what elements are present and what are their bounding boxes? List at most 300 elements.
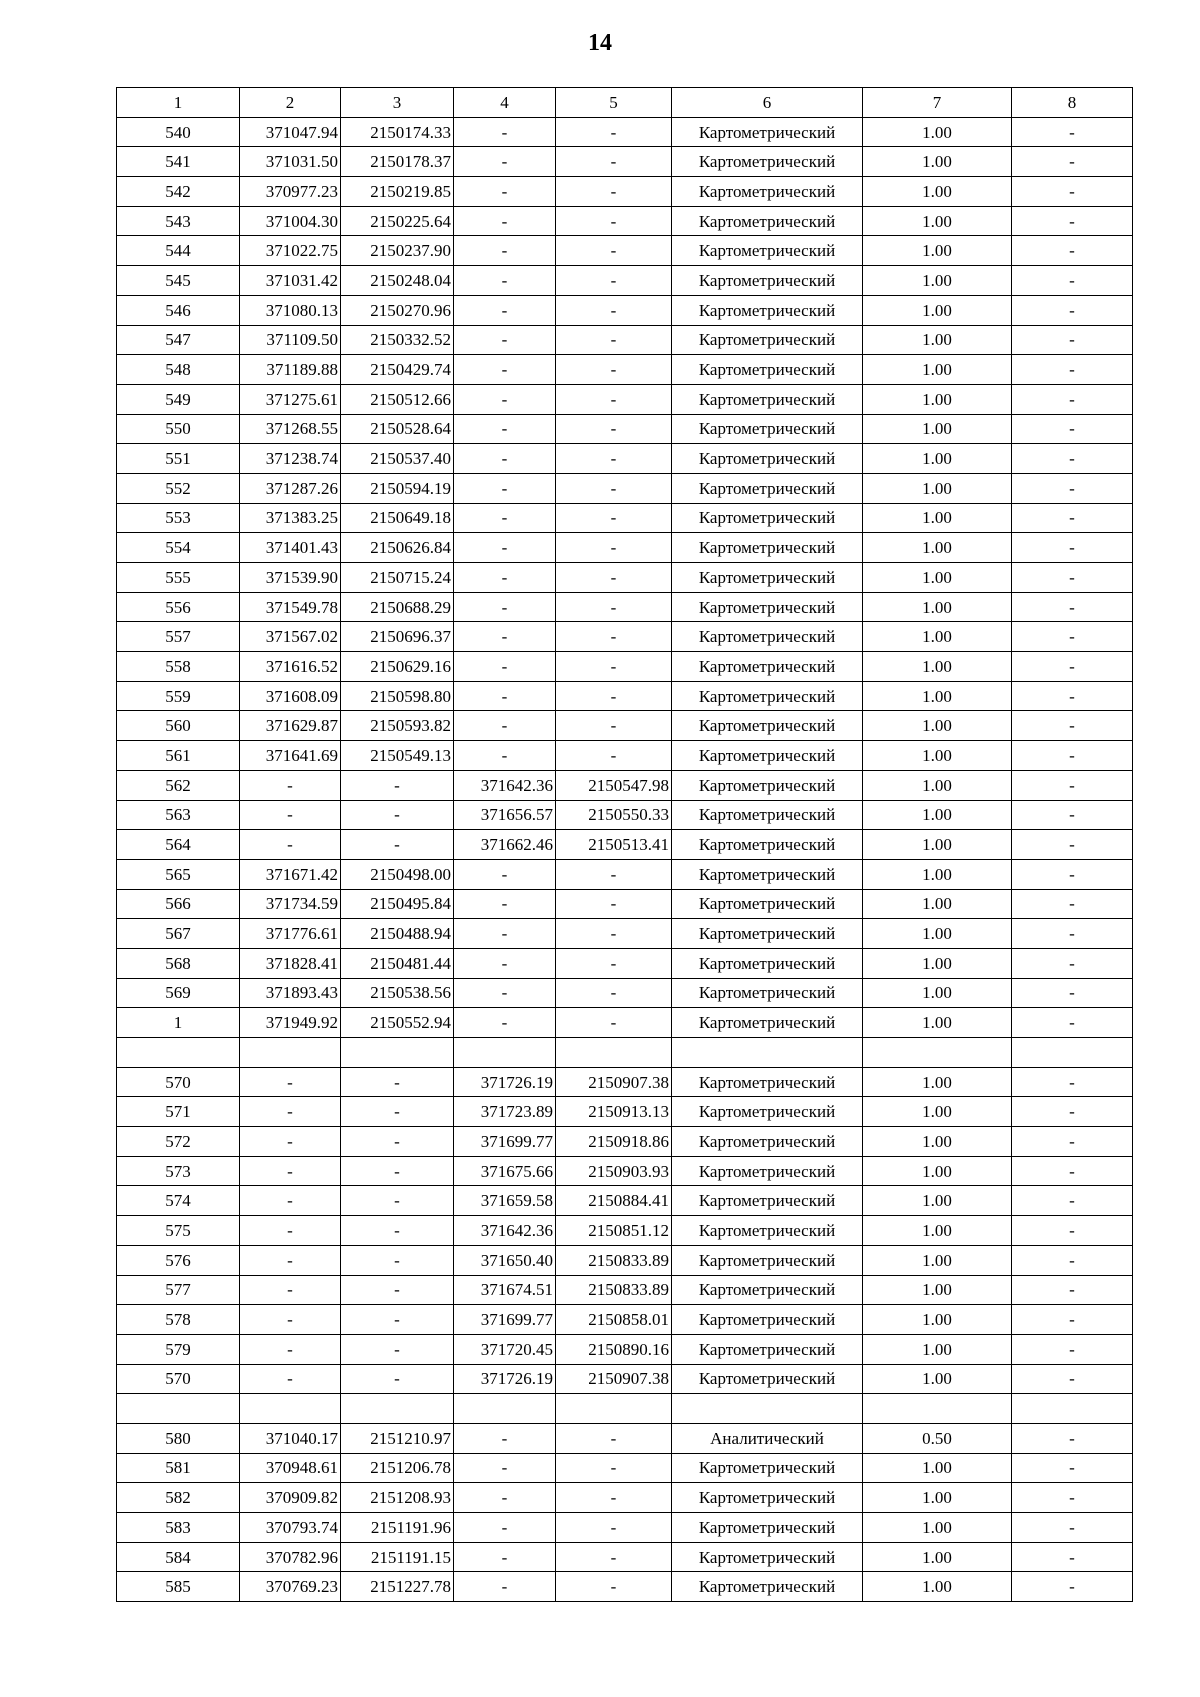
x-coord-cell: - <box>240 1156 341 1186</box>
method-cell: Картометрический <box>672 1483 863 1513</box>
x-alt-coord-cell: - <box>454 622 556 652</box>
accuracy-cell: 1.00 <box>863 1453 1012 1483</box>
x-alt-coord-cell: - <box>454 266 556 296</box>
x-coord-cell: 371734.59 <box>240 889 341 919</box>
x-coord-cell: 371641.69 <box>240 741 341 771</box>
y-coord-cell: 2151210.97 <box>341 1423 454 1453</box>
accuracy-cell: 1.00 <box>863 444 1012 474</box>
y-alt-coord-cell: 2150918.86 <box>556 1127 672 1157</box>
accuracy-cell: 1.00 <box>863 622 1012 652</box>
column-header: 5 <box>556 88 672 118</box>
note-cell: - <box>1012 1245 1133 1275</box>
x-alt-coord-cell: 371642.36 <box>454 770 556 800</box>
accuracy-cell: 1.00 <box>863 1275 1012 1305</box>
method-cell: Картометрический <box>672 1156 863 1186</box>
table-row <box>117 325 1133 355</box>
x-coord-cell: 371949.92 <box>240 1008 341 1038</box>
y-coord-cell: 2150688.29 <box>341 592 454 622</box>
method-cell: Картометрический <box>672 533 863 563</box>
table-row <box>117 206 1133 236</box>
table-row <box>117 1067 1133 1097</box>
x-alt-coord-cell: - <box>454 236 556 266</box>
y-coord-cell: - <box>341 1186 454 1216</box>
note-cell: - <box>1012 652 1133 682</box>
y-alt-coord-cell: - <box>556 859 672 889</box>
x-alt-coord-cell: - <box>454 1572 556 1602</box>
table-row <box>117 919 1133 949</box>
accuracy-cell: 1.00 <box>863 1127 1012 1157</box>
note-cell: - <box>1012 325 1133 355</box>
note-cell: - <box>1012 978 1133 1008</box>
table-row <box>117 830 1133 860</box>
point-number-cell: 545 <box>117 266 240 296</box>
x-alt-coord-cell: - <box>454 117 556 147</box>
coordinates-table <box>116 87 1133 1602</box>
y-coord-cell: - <box>341 1097 454 1127</box>
table-row <box>117 1216 1133 1246</box>
x-alt-coord-cell: - <box>454 147 556 177</box>
x-coord-cell: 371629.87 <box>240 711 341 741</box>
y-alt-coord-cell: - <box>556 978 672 1008</box>
y-alt-coord-cell: - <box>556 503 672 533</box>
point-number-cell: 560 <box>117 711 240 741</box>
accuracy-cell: 1.00 <box>863 384 1012 414</box>
x-coord-cell: 371383.25 <box>240 503 341 533</box>
method-cell: Картометрический <box>672 948 863 978</box>
column-header: 1 <box>117 88 240 118</box>
y-coord-cell: 2151206.78 <box>341 1453 454 1483</box>
x-alt-coord-cell: - <box>454 1008 556 1038</box>
y-alt-coord-cell <box>556 1038 672 1068</box>
method-cell <box>672 1038 863 1068</box>
point-number-cell: 579 <box>117 1334 240 1364</box>
note-cell: - <box>1012 206 1133 236</box>
x-alt-coord-cell: 371642.36 <box>454 1216 556 1246</box>
y-alt-coord-cell: 2150550.33 <box>556 800 672 830</box>
y-alt-coord-cell: - <box>556 444 672 474</box>
y-coord-cell: 2150552.94 <box>341 1008 454 1038</box>
x-alt-coord-cell: - <box>454 978 556 1008</box>
y-alt-coord-cell: 2150851.12 <box>556 1216 672 1246</box>
y-coord-cell: 2150649.18 <box>341 503 454 533</box>
point-number-cell: 565 <box>117 859 240 889</box>
accuracy-cell: 1.00 <box>863 1572 1012 1602</box>
table-row <box>117 266 1133 296</box>
accuracy-cell: 1.00 <box>863 1067 1012 1097</box>
method-cell: Картометрический <box>672 444 863 474</box>
y-coord-cell: - <box>341 1245 454 1275</box>
x-alt-coord-cell: 371726.19 <box>454 1067 556 1097</box>
point-number-cell: 540 <box>117 117 240 147</box>
y-alt-coord-cell <box>556 1394 672 1424</box>
table-row <box>117 1453 1133 1483</box>
accuracy-cell: 1.00 <box>863 1305 1012 1335</box>
x-alt-coord-cell: - <box>454 711 556 741</box>
column-header: 4 <box>454 88 556 118</box>
y-coord-cell: - <box>341 800 454 830</box>
note-cell: - <box>1012 770 1133 800</box>
y-alt-coord-cell: - <box>556 1483 672 1513</box>
point-number-cell: 546 <box>117 295 240 325</box>
x-coord-cell: 371549.78 <box>240 592 341 622</box>
point-number-cell: 548 <box>117 355 240 385</box>
y-alt-coord-cell: - <box>556 1453 672 1483</box>
method-cell: Картометрический <box>672 355 863 385</box>
table-row <box>117 1364 1133 1394</box>
y-coord-cell: 2151191.15 <box>341 1542 454 1572</box>
x-coord-cell: 371109.50 <box>240 325 341 355</box>
accuracy-cell: 1.00 <box>863 978 1012 1008</box>
x-alt-coord-cell: - <box>454 1513 556 1543</box>
x-coord-cell: 371238.74 <box>240 444 341 474</box>
y-coord-cell: 2150594.19 <box>341 473 454 503</box>
point-number-cell: 557 <box>117 622 240 652</box>
x-alt-coord-cell: 371656.57 <box>454 800 556 830</box>
table-row <box>117 948 1133 978</box>
table-row <box>117 770 1133 800</box>
y-alt-coord-cell: - <box>556 652 672 682</box>
y-coord-cell: 2150270.96 <box>341 295 454 325</box>
y-coord-cell: 2150481.44 <box>341 948 454 978</box>
accuracy-cell: 1.00 <box>863 1334 1012 1364</box>
x-coord-cell: - <box>240 1245 341 1275</box>
table-row <box>117 622 1133 652</box>
x-coord-cell: 371031.50 <box>240 147 341 177</box>
point-number-cell: 550 <box>117 414 240 444</box>
y-alt-coord-cell: - <box>556 622 672 652</box>
accuracy-cell: 1.00 <box>863 592 1012 622</box>
x-alt-coord-cell: - <box>454 206 556 236</box>
y-coord-cell: 2150498.00 <box>341 859 454 889</box>
method-cell: Картометрический <box>672 236 863 266</box>
y-alt-coord-cell: - <box>556 741 672 771</box>
method-cell: Картометрический <box>672 1275 863 1305</box>
x-alt-coord-cell: - <box>454 1542 556 1572</box>
y-alt-coord-cell: 2150890.16 <box>556 1334 672 1364</box>
method-cell: Картометрический <box>672 1216 863 1246</box>
table-row <box>117 1542 1133 1572</box>
accuracy-cell: 1.00 <box>863 1008 1012 1038</box>
point-number-cell: 544 <box>117 236 240 266</box>
accuracy-cell: 1.00 <box>863 830 1012 860</box>
x-alt-coord-cell: - <box>454 919 556 949</box>
point-number-cell: 575 <box>117 1216 240 1246</box>
table-row <box>117 533 1133 563</box>
x-alt-coord-cell: - <box>454 414 556 444</box>
x-coord-cell: - <box>240 1186 341 1216</box>
x-coord-cell: 370948.61 <box>240 1453 341 1483</box>
y-coord-cell: 2150538.56 <box>341 978 454 1008</box>
method-cell: Картометрический <box>672 1364 863 1394</box>
table-row <box>117 859 1133 889</box>
x-coord-cell: - <box>240 1097 341 1127</box>
x-coord-cell: 371671.42 <box>240 859 341 889</box>
table-row <box>117 592 1133 622</box>
table-row <box>117 147 1133 177</box>
point-number-cell: 576 <box>117 1245 240 1275</box>
table-row <box>117 236 1133 266</box>
method-cell: Аналитический <box>672 1423 863 1453</box>
y-alt-coord-cell: - <box>556 1572 672 1602</box>
table-row <box>117 117 1133 147</box>
x-coord-cell: - <box>240 1216 341 1246</box>
point-number-cell: 570 <box>117 1364 240 1394</box>
note-cell: - <box>1012 147 1133 177</box>
y-coord-cell: 2150219.85 <box>341 177 454 207</box>
point-number-cell: 581 <box>117 1453 240 1483</box>
x-alt-coord-cell: - <box>454 473 556 503</box>
x-alt-coord-cell: 371659.58 <box>454 1186 556 1216</box>
note-cell: - <box>1012 177 1133 207</box>
note-cell: - <box>1012 711 1133 741</box>
y-alt-coord-cell: - <box>556 177 672 207</box>
x-alt-coord-cell: 371675.66 <box>454 1156 556 1186</box>
table-row <box>117 652 1133 682</box>
note-cell: - <box>1012 1305 1133 1335</box>
x-coord-cell: 371608.09 <box>240 681 341 711</box>
y-alt-coord-cell: - <box>556 147 672 177</box>
accuracy-cell: 1.00 <box>863 741 1012 771</box>
method-cell: Картометрический <box>672 1127 863 1157</box>
table-row <box>117 1156 1133 1186</box>
accuracy-cell: 1.00 <box>863 1216 1012 1246</box>
point-number-cell: 542 <box>117 177 240 207</box>
y-coord-cell: 2150598.80 <box>341 681 454 711</box>
table-row <box>117 355 1133 385</box>
table-row <box>117 414 1133 444</box>
y-coord-cell: 2150178.37 <box>341 147 454 177</box>
x-coord-cell: - <box>240 770 341 800</box>
x-alt-coord-cell: - <box>454 1483 556 1513</box>
y-alt-coord-cell: - <box>556 266 672 296</box>
method-cell: Картометрический <box>672 147 863 177</box>
x-alt-coord-cell: 371726.19 <box>454 1364 556 1394</box>
y-alt-coord-cell: 2150833.89 <box>556 1245 672 1275</box>
accuracy-cell: 1.00 <box>863 1245 1012 1275</box>
method-cell: Картометрический <box>672 652 863 682</box>
x-coord-cell: 370769.23 <box>240 1572 341 1602</box>
method-cell: Картометрический <box>672 325 863 355</box>
point-number-cell: 555 <box>117 563 240 593</box>
table-row <box>117 1572 1133 1602</box>
column-header: 3 <box>341 88 454 118</box>
x-alt-coord-cell: - <box>454 741 556 771</box>
note-cell: - <box>1012 1008 1133 1038</box>
x-alt-coord-cell <box>454 1038 556 1068</box>
y-alt-coord-cell: - <box>556 681 672 711</box>
method-cell: Картометрический <box>672 1513 863 1543</box>
x-coord-cell: 371401.43 <box>240 533 341 563</box>
y-coord-cell: 2150528.64 <box>341 414 454 444</box>
table-row <box>117 889 1133 919</box>
point-number-cell: 547 <box>117 325 240 355</box>
y-alt-coord-cell: 2150913.13 <box>556 1097 672 1127</box>
note-cell: - <box>1012 741 1133 771</box>
x-alt-coord-cell: - <box>454 177 556 207</box>
table-row <box>117 1334 1133 1364</box>
x-alt-coord-cell: - <box>454 503 556 533</box>
table-row <box>117 800 1133 830</box>
table-row <box>117 177 1133 207</box>
table-row <box>117 978 1133 1008</box>
x-coord-cell: - <box>240 800 341 830</box>
y-coord-cell: - <box>341 1216 454 1246</box>
y-coord-cell: 2150237.90 <box>341 236 454 266</box>
y-coord-cell: 2150537.40 <box>341 444 454 474</box>
accuracy-cell: 1.00 <box>863 355 1012 385</box>
x-alt-coord-cell: - <box>454 563 556 593</box>
note-cell <box>1012 1394 1133 1424</box>
x-coord-cell <box>240 1394 341 1424</box>
y-coord-cell: 2150248.04 <box>341 266 454 296</box>
accuracy-cell: 1.00 <box>863 859 1012 889</box>
point-number-cell: 573 <box>117 1156 240 1186</box>
y-alt-coord-cell: - <box>556 1008 672 1038</box>
x-alt-coord-cell: 371699.77 <box>454 1127 556 1157</box>
x-alt-coord-cell: - <box>454 889 556 919</box>
y-coord-cell: 2151227.78 <box>341 1572 454 1602</box>
note-cell: - <box>1012 1156 1133 1186</box>
y-coord-cell: 2150715.24 <box>341 563 454 593</box>
method-cell: Картометрический <box>672 741 863 771</box>
table-row <box>117 741 1133 771</box>
y-coord-cell: - <box>341 1275 454 1305</box>
x-alt-coord-cell: 371674.51 <box>454 1275 556 1305</box>
y-alt-coord-cell: - <box>556 1513 672 1543</box>
point-number-cell: 1 <box>117 1008 240 1038</box>
note-cell: - <box>1012 1483 1133 1513</box>
x-coord-cell: - <box>240 830 341 860</box>
y-alt-coord-cell: 2150513.41 <box>556 830 672 860</box>
method-cell: Картометрический <box>672 563 863 593</box>
method-cell: Картометрический <box>672 1186 863 1216</box>
y-alt-coord-cell: - <box>556 473 672 503</box>
column-header: 8 <box>1012 88 1133 118</box>
note-cell: - <box>1012 800 1133 830</box>
x-coord-cell: 371776.61 <box>240 919 341 949</box>
note-cell: - <box>1012 1186 1133 1216</box>
accuracy-cell: 1.00 <box>863 473 1012 503</box>
y-alt-coord-cell: - <box>556 1542 672 1572</box>
table-row <box>117 1513 1133 1543</box>
accuracy-cell: 1.00 <box>863 295 1012 325</box>
x-coord-cell: - <box>240 1334 341 1364</box>
y-alt-coord-cell: - <box>556 711 672 741</box>
note-cell: - <box>1012 1513 1133 1543</box>
accuracy-cell: 1.00 <box>863 711 1012 741</box>
accuracy-cell: 1.00 <box>863 681 1012 711</box>
y-coord-cell: 2150495.84 <box>341 889 454 919</box>
note-cell: - <box>1012 1572 1133 1602</box>
point-number-cell: 554 <box>117 533 240 563</box>
note-cell: - <box>1012 889 1133 919</box>
table-header-row <box>117 88 1133 118</box>
method-cell: Картометрический <box>672 622 863 652</box>
note-cell: - <box>1012 295 1133 325</box>
point-number-cell: 541 <box>117 147 240 177</box>
table-row <box>117 1483 1133 1513</box>
note-cell: - <box>1012 1542 1133 1572</box>
x-alt-coord-cell <box>454 1394 556 1424</box>
page-number: 14 <box>588 30 612 56</box>
y-alt-coord-cell: 2150903.93 <box>556 1156 672 1186</box>
x-coord-cell: - <box>240 1275 341 1305</box>
x-coord-cell: 371080.13 <box>240 295 341 325</box>
y-alt-coord-cell: - <box>556 948 672 978</box>
table-row <box>117 1275 1133 1305</box>
y-alt-coord-cell: - <box>556 563 672 593</box>
y-coord-cell: 2150332.52 <box>341 325 454 355</box>
method-cell: Картометрический <box>672 1067 863 1097</box>
table-row <box>117 503 1133 533</box>
y-coord-cell: 2150593.82 <box>341 711 454 741</box>
accuracy-cell: 1.00 <box>863 325 1012 355</box>
x-coord-cell: - <box>240 1067 341 1097</box>
x-coord-cell: 371616.52 <box>240 652 341 682</box>
point-number-cell: 562 <box>117 770 240 800</box>
table-row <box>117 1186 1133 1216</box>
x-alt-coord-cell: - <box>454 1423 556 1453</box>
x-coord-cell: 371828.41 <box>240 948 341 978</box>
x-alt-coord-cell: 371662.46 <box>454 830 556 860</box>
point-number-cell: 572 <box>117 1127 240 1157</box>
point-number-cell: 574 <box>117 1186 240 1216</box>
point-number-cell: 584 <box>117 1542 240 1572</box>
table-row <box>117 384 1133 414</box>
y-coord-cell <box>341 1394 454 1424</box>
y-coord-cell: 2150512.66 <box>341 384 454 414</box>
point-number-cell: 563 <box>117 800 240 830</box>
accuracy-cell: 1.00 <box>863 414 1012 444</box>
x-coord-cell: 370782.96 <box>240 1542 341 1572</box>
table-row <box>117 1394 1133 1424</box>
table-row <box>117 295 1133 325</box>
note-cell: - <box>1012 266 1133 296</box>
point-number-cell: 556 <box>117 592 240 622</box>
x-alt-coord-cell: 371720.45 <box>454 1334 556 1364</box>
x-coord-cell: 371189.88 <box>240 355 341 385</box>
point-number-cell: 543 <box>117 206 240 236</box>
x-alt-coord-cell: - <box>454 295 556 325</box>
method-cell: Картометрический <box>672 177 863 207</box>
y-alt-coord-cell: - <box>556 206 672 236</box>
table-row <box>117 681 1133 711</box>
method-cell: Картометрический <box>672 711 863 741</box>
y-coord-cell: - <box>341 1067 454 1097</box>
note-cell: - <box>1012 563 1133 593</box>
note-cell: - <box>1012 1423 1133 1453</box>
x-coord-cell: 371040.17 <box>240 1423 341 1453</box>
x-alt-coord-cell: - <box>454 1453 556 1483</box>
point-number-cell: 567 <box>117 919 240 949</box>
y-alt-coord-cell: - <box>556 592 672 622</box>
method-cell: Картометрический <box>672 1542 863 1572</box>
method-cell: Картометрический <box>672 889 863 919</box>
x-alt-coord-cell: - <box>454 444 556 474</box>
x-alt-coord-cell: - <box>454 355 556 385</box>
note-cell: - <box>1012 1216 1133 1246</box>
point-number-cell: 583 <box>117 1513 240 1543</box>
note-cell: - <box>1012 859 1133 889</box>
y-alt-coord-cell: - <box>556 533 672 563</box>
method-cell: Картометрический <box>672 770 863 800</box>
accuracy-cell: 1.00 <box>863 800 1012 830</box>
note-cell: - <box>1012 236 1133 266</box>
method-cell: Картометрический <box>672 473 863 503</box>
table-row <box>117 1423 1133 1453</box>
method-cell: Картометрический <box>672 830 863 860</box>
accuracy-cell: 1.00 <box>863 147 1012 177</box>
